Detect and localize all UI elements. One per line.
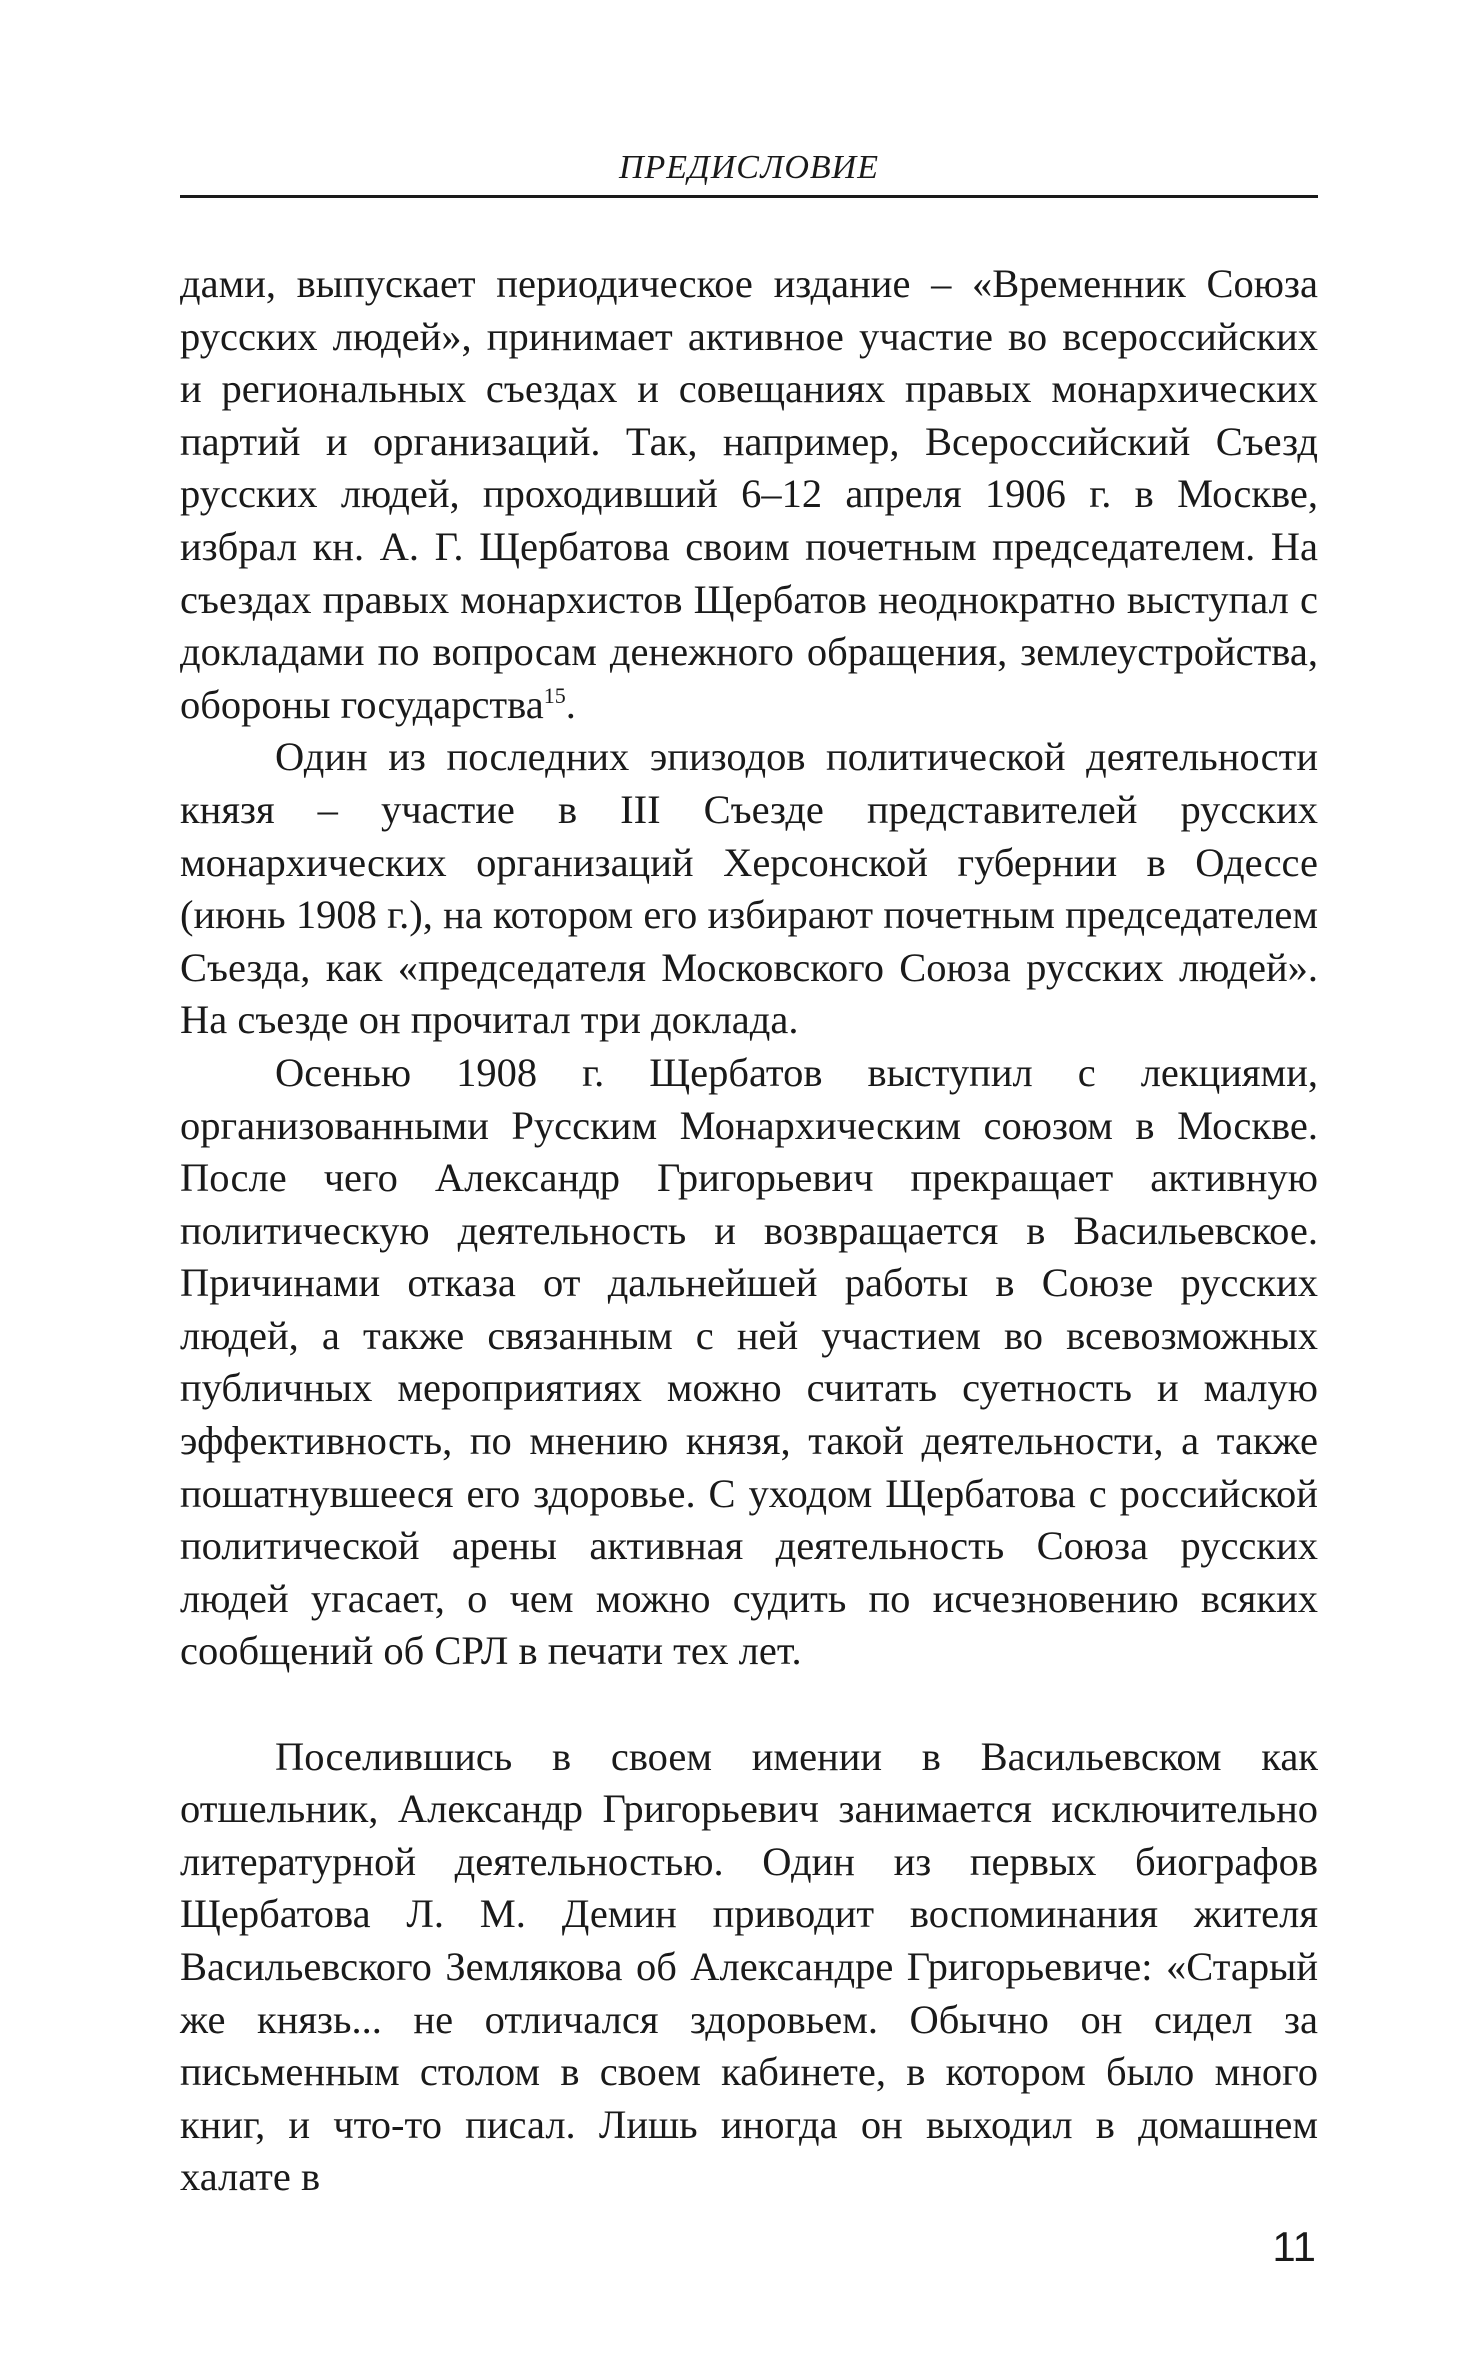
paragraph: Один из последних эпизодов политической деятельности князя – участие в III Съезде представителей русских монархических организаций Херсонской губернии в Одессе (июнь 1908 г.), на котором его избирают почетным председателем Съезда, как «председателя Московского Союза русских людей». На съезде он прочитал три доклада.	[180, 734, 1318, 1043]
section-gap	[180, 1678, 1318, 1731]
paragraph-text: дами, выпускает периодическое издание – «Временник Союза русских людей», принимает активное участие во всероссийских и региональных съездах и совещаниях правых монархических партий и организаций. Так, например, Всероссийский Съезд русских людей, проходивший 6–12 апреля 1906 г. в Москве, избрал кн. А. Г. Щербатова своим почетным председателем. На съездах правых монархистов Щербатов неоднократно выступал с докладами по вопросам денежного обращения, землеустройства, обороны государства	[180, 261, 1318, 727]
page-number: 11	[1272, 2223, 1316, 2270]
paragraph-continued	[180, 258, 1318, 731]
footnote-ref[interactable]: 15	[543, 682, 566, 708]
header-rule	[180, 195, 1318, 198]
paragraph-end-punct: .	[565, 681, 576, 727]
running-header: ПРЕДИСЛОВИЕ	[618, 149, 880, 186]
paragraph: Осенью 1908 г. Щербатов выступил с лекциями, организованными Русским Монархическим союзом в Москве. После чего Александр Григорьевич прекращает активную политическую деятельность и возвращается в Васильевское. Причинами отказа от дальнейшей работы в Союзе русских людей, а также связанным с ней участием во всевозможных публичных мероприятиях можно считать суетность и малую эффективность, по мнению князя, такой деятельности, а также пошатнувшееся его здоровье. С уходом Щербатова с российской политической арены активная деятельность Союза русских людей угасает, о чем можно судить по исчезновению всяких сообщений об СРЛ в печати тех лет.	[180, 1049, 1318, 1674]
paragraph: Поселившись в своем имении в Васильевском как отшельник, Александр Григорьевич занимается исключительно литературной деятельностью. Один из первых биографов Щербатова Л. М. Демин приводит воспоминания жителя Васильевского Землякова об Александре Григорьевиче: «Старый же князь... не отличался здоровьем. Обычно он сидел за письменным столом в своем кабинете, в котором было много книг, и что-то писал. Лишь иногда он выходил в домашнем халате в	[180, 1733, 1318, 2200]
body-text	[180, 258, 1318, 2204]
